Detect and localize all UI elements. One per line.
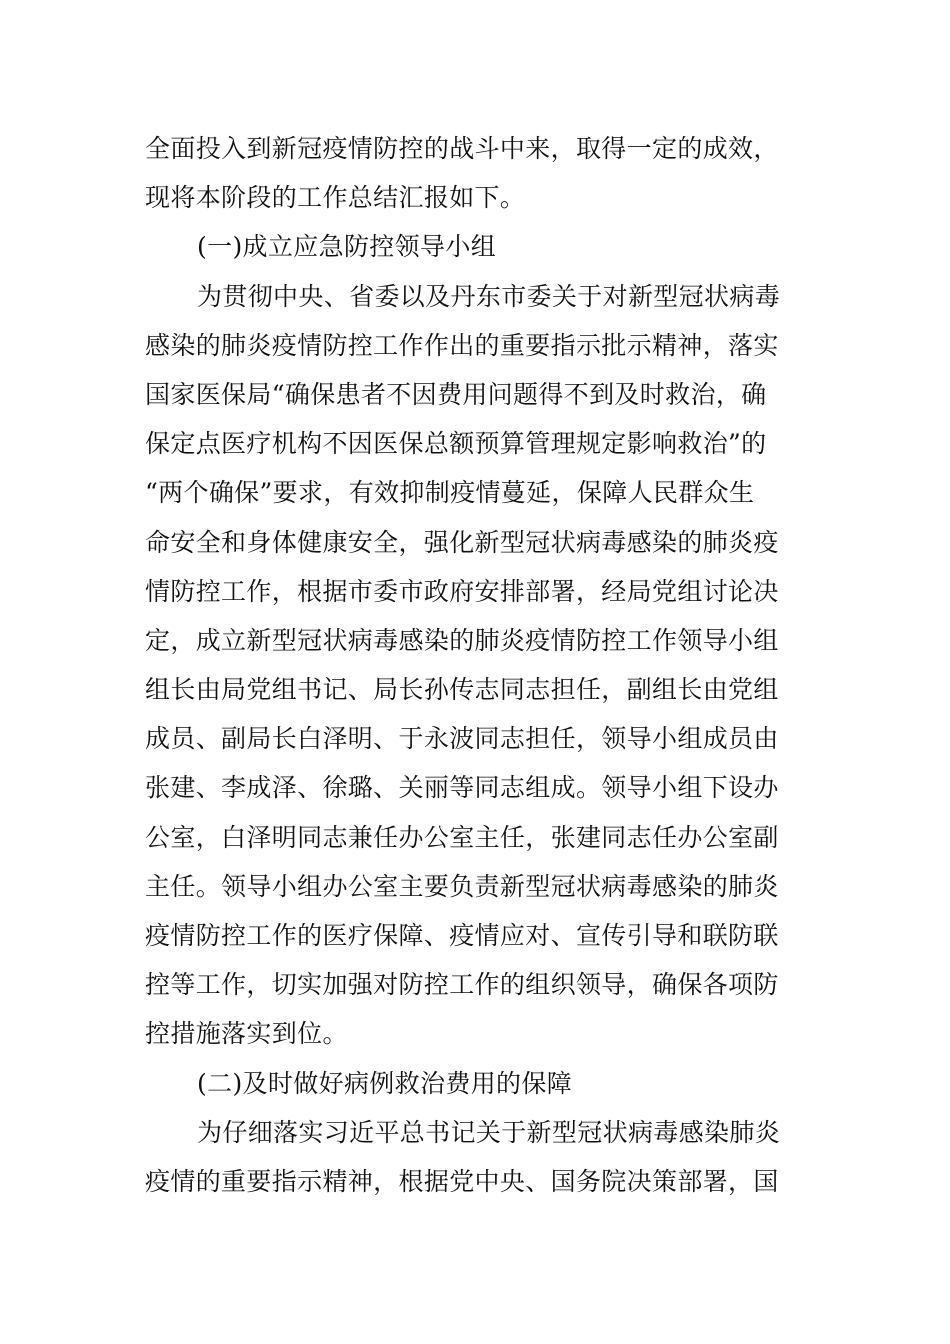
body-line-17: 疫情防控工作的医疗保障、疫情应对、宣传引导和联防联	[145, 921, 779, 950]
body-line-1: 全面投入到新冠疫情防控的战斗中来，取得一定的成效，	[145, 134, 779, 163]
body-line-7: 保定点医疗机构不因医保总额预算管理规定影响救治”的	[145, 429, 767, 459]
body-line-19: 控措施落实到位。	[145, 1019, 348, 1049]
body-line-4: 为贯彻中央、省委以及丹东市委关于对新型冠状病毒	[197, 281, 781, 311]
section-heading-2: (二)及时做好病例救治费用的保障	[197, 1068, 573, 1098]
body-line-6: 国家医保局“确保患者不因费用问题得不到及时救治，确	[145, 379, 767, 409]
body-line-11: 定，成立新型冠状病毒感染的肺炎疫情防控工作领导小组	[145, 625, 779, 655]
section-heading-1: (一)成立应急防控领导小组	[197, 232, 497, 262]
body-line-15: 公室，白泽明同志兼任办公室主任，张建同志任办公室副	[145, 822, 779, 852]
body-line-16: 主任。领导小组办公室主要负责新型冠状病毒感染的肺炎	[145, 871, 779, 901]
body-line-10: 情防控工作，根据市委市政府安排部署，经局党组讨论决	[145, 576, 779, 606]
body-line-2: 现将本阶段的工作总结汇报如下。	[145, 183, 526, 213]
body-line-8: “两个确保”要求，有效抑制疫情蔓延，保障人民群众生	[145, 478, 755, 508]
body-line-18: 控等工作，切实加强对防控工作的组织领导，确保各项防	[145, 970, 779, 1000]
body-line-9: 命安全和身体健康安全，强化新型冠状病毒感染的肺炎疫	[145, 527, 779, 557]
body-line-22: 疫情的重要指示精神，根据党中央、国务院决策部署，国	[145, 1166, 779, 1196]
body-line-21: 为仔细落实习近平总书记关于新型冠状病毒感染肺炎	[197, 1117, 781, 1147]
body-line-14: 张建、李成泽、徐璐、关丽等同志组成。领导小组下设办	[145, 773, 779, 803]
body-line-13: 成员、副局长白泽明、于永波同志担任，领导小组成员由	[145, 724, 779, 754]
document-body	[145, 124, 810, 1206]
body-line-5: 感染的肺炎疫情防控工作作出的重要指示批示精神，落实	[145, 330, 779, 360]
body-line-12: 组长由局党组书记、局长孙传志同志担任，副组长由党组	[145, 675, 779, 705]
